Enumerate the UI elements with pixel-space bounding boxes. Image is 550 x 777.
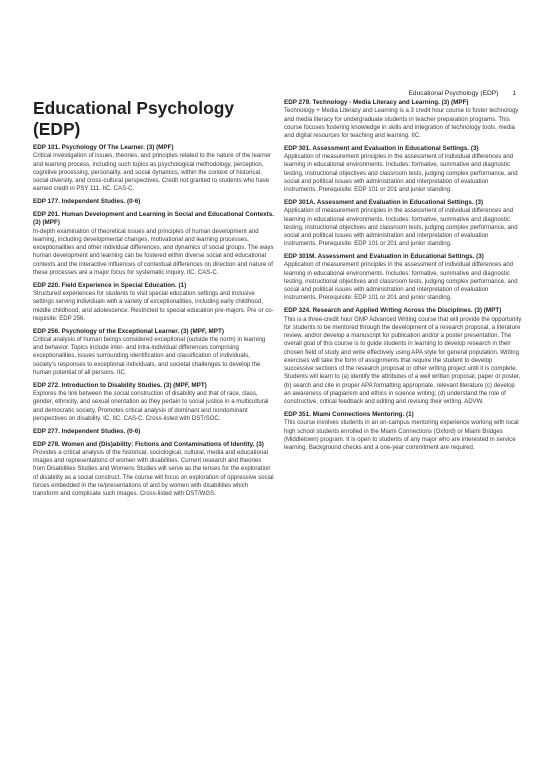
course-description: Critical analysis of human beings considered exceptional (outside the norm) in learning and behavior. Topics include inter- and intra-individual differences comprising exceptionalities, issues surrounding identification and classification of individuals, society's responses to exceptional individuals, and societal challenges to develop the human potential of all persons. IIC. xyxy=(33,336,266,376)
course-heading: EDP 278. Women and (Dis)ability: Fictions and Contaminations of Identity. (3) xyxy=(33,440,264,448)
course-heading: EDP 351. Miami Connections Mentoring. (1) xyxy=(284,410,414,418)
running-header xyxy=(409,90,516,97)
course-entry xyxy=(33,328,274,378)
course-entry xyxy=(33,441,274,499)
course-heading: EDP 324. Research and Applied Writing Across the Disciplines. (3) (MPT) xyxy=(284,307,502,315)
course-heading: EDP 301A. Assessment and Evaluation in Educational Settings. (3) xyxy=(284,199,484,207)
course-entry xyxy=(33,211,274,277)
course-description: This is a three-credit hour GMP Advanced Writing course that will provide the opportunity for students to be mentored through the development of a research proposal, a literature review, and/or develop a manuscript for publication and/or a poster presentation. The overall goal of this course is to guide students in learning to develop research in their chosen field of study and write effectively using APA style for general population. Writing exercises will take the form of assignments that require the student to develop successive sections of the research proposal or other writing project until it is complete. Students will learn to (a) identify the attributes of a well written proposal, paper or poster, (b) search and cite in proper APA formatting appropriate, relevant literature (c) develop an awareness of plagiarism and ethics in science writing; (d) understand the role of constructive, critical feedback and editing and revising their writing. ADVW. xyxy=(284,316,522,406)
course-description: Critical investigation of issues, theories, and principles related to the nature of the learner and learning process, including such topics as psychological methodology, perception, cognitive processing, personality, and social dynamics, within the context of historical, social diversity, and cross-cultural perspectives. Credit not granted to students who have earned credit in PSY 111. IIC. CAS-C. xyxy=(33,153,271,193)
course-entry xyxy=(33,282,274,323)
course-entry xyxy=(284,253,522,303)
course-entry xyxy=(33,382,274,423)
course-heading: EDP 256. Psychology of the Exceptional Learner. (3) (MPF, MPT) xyxy=(33,327,224,335)
course-heading: EDP 220. Field Experience in Special Education. (1) xyxy=(33,281,187,289)
course-entry xyxy=(284,99,522,140)
course-entry xyxy=(284,145,522,195)
running-title: Educational Psychology (EDP) xyxy=(408,90,499,97)
course-description: This course involves students in an on-campus mentoring experience working with local high school students enrolled in the Miami Connections (Oxford) or Miami Bridges (Middletown) program. It is open to students of any major who are interested in service learning. Background checks and a one-year commitment are required. xyxy=(284,420,519,451)
course-heading: EDP 301M. Assessment and Evaluation in Educational Settings. (3) xyxy=(284,253,484,261)
course-heading: EDP 301. Assessment and Evaluation in Educational Settings. (3) xyxy=(284,144,479,152)
course-description: Technology + Media Literacy and Learning is a 3 credit hour course to foster technology and media literacy for undergraduate students in teacher preparation programs. This course focuses fostering knowledge in skills and integration of technology tools, media and digital resources for teaching and learning. IIC. xyxy=(284,108,519,140)
course-description: In-depth examination of theoretical issues and principles of human development and learning, including developmental changes, motivational and learning processes, exceptionalities and other individual differences, and dynamics of social groups. The ways human development and learning can be fostered within diverse social and educational contexts and the interactive influences of contextual differences on direction and nature of these processes are a major focus for systematic inquiry. IIC. CAS-C. xyxy=(33,228,274,276)
right-column xyxy=(284,99,522,457)
left-column xyxy=(33,98,274,503)
course-description: Application of measurement principles in the assessment of individual differences and learning in educational environments. Includes: formative, summative and diagnostic testing, instructional objectives and classroom tests, judging complex performance, and social and political issues with administration and interpretation of evaluation instruments. Prerequisite: EDP 101 or 201 and junior standing. xyxy=(284,262,518,302)
course-entry xyxy=(284,411,522,452)
course-description: Explores the link between the social construction of disability and that of race, class, gender, ethnicity, and sexual orientation as they pertain to social justice in a multicultural and democratic society. Promotes critical analysis of dominant and nondominant perspectives on disability. IC, IIC. CAS-C. Cross-listed with DST/SOC. xyxy=(33,391,269,422)
course-heading: EDP 279. Technology - Media Literacy and Learning. (3) (MPF) xyxy=(284,99,469,106)
course-entry xyxy=(33,428,274,436)
course-description: Provides a critical analysis of the historical, sociological, cultural, media and educational images and representations of women with disabilities. Current research and theories from Disabilities Studies and Womens Studies will serve as the lenses for the exploration of disability as a social construct. The course will focus on exploration of oppressive social forces embedded in the re/presentations of and by women with disabilities which transform and complicate such images. Cross-listed with DST/WGS. xyxy=(33,449,274,498)
course-description: Application of measurement principles in the assessment of individual differences and learning in educational environments. Includes: formative, summative and diagnostic testing, instructional objectives and classroom tests, judging complex performance, and social and political issues with administration and interpretation of evaluation instruments. Prerequisite: EDP 101 or 201 and junior standing. xyxy=(284,208,518,248)
course-entry xyxy=(33,198,274,206)
course-heading: EDP 272. Introduction to Disability Studies. (3) (MPF, MPT) xyxy=(33,381,207,389)
course-entry xyxy=(284,307,522,406)
course-description: Application of measurement principles in the assessment of individual differences and learning in educational environments. Includes: formative, summative and diagnostic testing, instructional objectives and classroom tests, judging complex performance, and social and political issues with administration and interpretation of evaluation instruments. Prerequisite: EDP 101 or 201 and junior standing. xyxy=(284,154,518,194)
course-heading: EDP 277. Independent Studies. (0-6) xyxy=(33,427,141,435)
course-entry xyxy=(33,144,274,194)
page-title: Educational Psychology (EDP) xyxy=(33,98,235,139)
page-number: 1 xyxy=(512,90,516,97)
course-description: Structured experiences for students to visit special education settings and inclusive settings serving individuals with a variety of exceptionalities, including early childhood, middle childhood, and adolescence. Restricted to special education pre-majors. Pre or co-requisite: EDP 256. xyxy=(33,291,274,322)
course-heading: EDP 177. Independent Studies. (0-6) xyxy=(33,198,141,206)
course-heading: EDP 201. Human Development and Learning in Social and Educational Contexts. (3) (MPF) xyxy=(33,211,274,227)
course-entry xyxy=(284,199,522,249)
course-heading: EDP 101. Psychology Of The Learner. (3) (MPF) xyxy=(33,144,174,151)
